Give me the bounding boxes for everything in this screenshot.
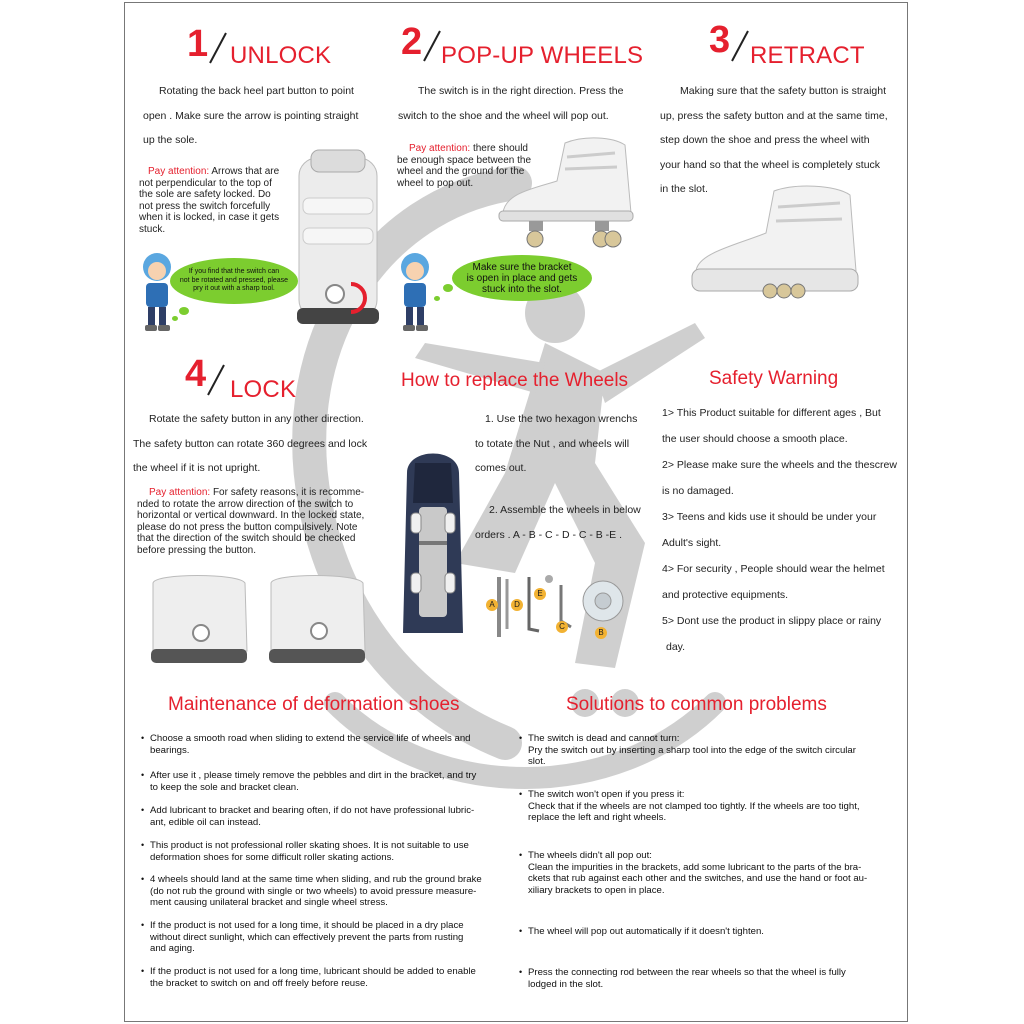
- step-2-number: 2: [401, 21, 423, 63]
- safety-line: 4> For security , People should wear the helmet: [662, 563, 885, 575]
- replace-step-1: [475, 407, 637, 481]
- step-2-slash: [423, 31, 441, 62]
- list-line: deformation shoes for some difficult roller skating actions.: [150, 851, 395, 863]
- list-line: xiliary brackets to open in place.: [528, 884, 665, 896]
- list-line: This product is not professional roller skating shoes. It is not suitable to use: [150, 840, 469, 851]
- attention-line: not perpendicular to the top of: [139, 177, 272, 189]
- shoe-heels-lock-image: [149, 573, 377, 665]
- attention-line: the sole are safety locked. Do: [139, 189, 271, 200]
- step-3-number: 3: [709, 19, 731, 61]
- part-label-c: C: [556, 621, 568, 633]
- attention-line: stuck.: [139, 223, 166, 235]
- list-item: [141, 805, 474, 828]
- step-1-line: up the sole.: [143, 134, 198, 146]
- step-1-line: Rotating the back heel part button to point: [159, 85, 354, 97]
- safety-list: [662, 401, 897, 660]
- part-label-e: E: [534, 588, 546, 600]
- tip-line: pry it out with a sharp tool.: [193, 285, 275, 293]
- step-4-title: LOCK: [230, 376, 297, 403]
- tip-bubble-step-1: [170, 258, 298, 304]
- safety-line: 2> Please make sure the wheels and the thescrew: [662, 459, 897, 471]
- bullet-icon: •: [141, 770, 145, 780]
- tip-line: stuck into the slot.: [481, 283, 563, 295]
- tip-line: Make sure the bracket: [472, 261, 572, 273]
- attention-line: before pressing the button.: [137, 544, 256, 556]
- maintenance-list: [141, 733, 521, 1003]
- list-item: [141, 733, 471, 756]
- list-line: to keep the sole and bracket clean.: [150, 781, 299, 793]
- step-4-line: Rotate the safety button in any other direction.: [149, 413, 364, 425]
- shoe-wheels-out-image: [495, 133, 637, 253]
- attention-line: there should: [472, 143, 528, 154]
- tip-bubble-step-2: [452, 255, 592, 301]
- bullet-icon: •: [141, 840, 145, 850]
- list-line: Choose a smooth road when sliding to extend the service life of wheels and: [150, 733, 471, 744]
- list-item: [519, 850, 867, 896]
- step-4-number: 4: [185, 353, 207, 395]
- solutions-title: Solutions to common problems: [566, 694, 827, 715]
- attention-line: For safety reasons, it is recomme-: [212, 487, 365, 498]
- step-2-line: The switch is in the right direction. Press the: [418, 85, 624, 97]
- step-1-title: UNLOCK: [230, 42, 332, 69]
- list-item: [141, 840, 469, 863]
- attention-label: Pay attention:: [149, 487, 211, 498]
- list-line: slot.: [528, 756, 546, 767]
- attention-line: that the direction of the switch should be checked: [137, 533, 356, 544]
- bullet-icon: •: [141, 920, 145, 930]
- safety-line: Adult's sight.: [662, 537, 722, 549]
- bullet-icon: •: [519, 926, 523, 936]
- list-line: The wheel will pop out automatically if it doesn't tighten.: [528, 926, 764, 937]
- list-line: The wheels didn't all pop out:: [528, 850, 652, 861]
- step-3-title: RETRACT: [750, 42, 865, 69]
- list-line: The switch won't open if you press it:: [528, 789, 685, 800]
- attention-label: Pay attention:: [409, 143, 471, 154]
- sole-bracket-image: [397, 443, 469, 639]
- replace-line: comes out.: [475, 462, 527, 474]
- safety-line: day.: [666, 641, 686, 653]
- safety-line: and protective equipments.: [662, 589, 789, 601]
- solutions-list: [519, 733, 904, 1003]
- bullet-icon: •: [519, 967, 523, 977]
- step-2-line: switch to the shoe and the wheel will pop out.: [398, 109, 609, 122]
- list-line: the bracket to switch on and off freely before reuse.: [150, 977, 368, 989]
- replace-line: 1. Use the two hexagon wrenchs: [485, 413, 638, 425]
- list-line: without direct sunlight, which can effectively prevent the parts from rusting: [150, 931, 464, 943]
- list-line: Add lubricant to bracket and bearing often, if do not have professional lubric-: [150, 805, 475, 816]
- attention-line: be enough space between the: [397, 154, 531, 166]
- safety-line: 5> Dont use the product in slippy place or rainy: [662, 615, 882, 627]
- kid-helmet-icon: [395, 251, 435, 333]
- step-1-slash: [209, 33, 227, 64]
- list-item: [141, 770, 476, 793]
- tip-line: not be rotated and pressed, please: [179, 276, 289, 284]
- list-line: replace the left and right wheels.: [528, 812, 667, 823]
- part-label-b: B: [595, 627, 607, 639]
- step-1-number: 1: [187, 23, 209, 65]
- shoe-retracted-image: [690, 181, 862, 305]
- part-label-a: A: [486, 599, 498, 611]
- attention-line: not press the switch forcefully: [139, 200, 271, 212]
- replace-line: orders . A - B - C - D - C - B -E .: [475, 528, 623, 541]
- bubble-dot: [172, 316, 178, 321]
- bubble-dot: [434, 296, 440, 301]
- wheel-parts-image: [481, 571, 631, 643]
- step-3-line: up, press the safety button and at the same time,: [660, 109, 888, 122]
- safety-line: 3> Teens and kids use it should be under your: [662, 511, 877, 523]
- bullet-icon: •: [519, 733, 523, 743]
- tip-line: If you find that the switch can: [188, 268, 280, 276]
- step-1-line: open . Make sure the arrow is pointing straight: [143, 109, 359, 122]
- step-4-line: The safety button can rotate 360 degrees and lock: [133, 437, 368, 450]
- list-line: Clean the impurities in the brackets, add some lubricant to the parts of the bra-: [528, 861, 862, 873]
- bubble-dot: [443, 284, 453, 292]
- list-item: [519, 926, 764, 938]
- step-4-line: the wheel if it is not upright.: [133, 462, 261, 474]
- step-4-attention: [137, 487, 364, 556]
- bubble-dot: [179, 307, 189, 315]
- list-line: Check that if the wheels are not clamped too tightly. If the wheels are too tight,: [528, 800, 860, 812]
- list-line: The switch is dead and cannot turn:: [528, 733, 680, 744]
- list-line: ant, edible oil can instead.: [150, 816, 261, 828]
- list-line: lodged in the slot.: [528, 978, 604, 990]
- safety-line: 1> This Product suitable for different ages , But: [662, 407, 881, 419]
- instruction-sheet: [124, 2, 908, 1022]
- list-line: ckets that rub against each other and the switches, and use the hand or foot au-: [528, 873, 868, 884]
- attention-line: when it is locked, in case it gets: [139, 212, 280, 223]
- replace-line: to totate the Nut , and wheels will: [475, 437, 630, 450]
- list-line: and aging.: [150, 943, 195, 954]
- safety-line: is no damaged.: [662, 485, 734, 497]
- bullet-icon: •: [141, 966, 145, 976]
- step-3-slash: [731, 31, 749, 62]
- list-item: [519, 789, 860, 824]
- list-item: [141, 874, 482, 909]
- step-2-text: [398, 79, 623, 128]
- bullet-icon: •: [141, 874, 145, 884]
- attention-line: please do not press the button compulsively. Note: [137, 521, 358, 533]
- list-line: ment causing unilateral bracket and single wheel stress.: [150, 897, 388, 908]
- list-line: If the product is not used for a long time, it should be placed in a dry place: [150, 920, 464, 931]
- list-item: [141, 920, 464, 955]
- replace-line: 2. Assemble the wheels in below: [489, 504, 641, 516]
- step-3-line: step down the shoe and press the wheel with: [660, 134, 870, 146]
- list-line: If the product is not used for a long time, lubricant should be added to enable: [150, 966, 476, 977]
- step-4-text: [133, 407, 367, 481]
- step-3-line: Making sure that the safety button is straight: [680, 85, 887, 97]
- list-item: [519, 733, 856, 768]
- bullet-icon: •: [141, 805, 145, 815]
- step-1-attention: [139, 166, 279, 235]
- maintenance-title: Maintenance of deformation shoes: [168, 694, 460, 715]
- safety-line: the user should choose a smooth place.: [662, 433, 848, 445]
- list-item: [519, 967, 846, 990]
- attention-line: wheel and the ground for the: [397, 166, 525, 177]
- attention-line: wheel to pop out.: [397, 177, 474, 189]
- list-line: Pry the switch out by inserting a sharp tool into the edge of the switch circular: [528, 744, 856, 756]
- attention-line: horizontal or vertical downward. In the locked state,: [137, 510, 365, 521]
- list-line: Press the connecting rod between the rear wheels so that the wheel is fully: [528, 967, 846, 978]
- step-1-text: [143, 79, 358, 153]
- shoe-heel-image: [293, 148, 383, 326]
- safety-title: Safety Warning: [709, 368, 839, 389]
- list-line: bearings.: [150, 744, 190, 756]
- replace-step-2: [475, 498, 641, 547]
- list-line: (do not rub the ground with single or two wheels) to avoid pressure measure-: [150, 885, 477, 897]
- list-line: 4 wheels should land at the same time when sliding, and rub the ground brake: [150, 874, 482, 885]
- kid-helmet-icon: [137, 251, 177, 333]
- attention-line: Arrows that are: [211, 166, 280, 177]
- part-label-d: D: [511, 599, 523, 611]
- step-3-line: in the slot.: [660, 183, 708, 195]
- step-3-line: your hand so that the wheel is completely stuck: [660, 158, 881, 171]
- bullet-icon: •: [141, 733, 145, 743]
- tip-line: is open in place and gets: [466, 272, 578, 284]
- replace-title: How to replace the Wheels: [401, 370, 629, 391]
- attention-label: Pay attention:: [148, 166, 210, 177]
- list-item: [141, 966, 476, 989]
- step-4-slash: [207, 365, 225, 396]
- attention-line: nded to rotate the arrow direction of the switch to: [137, 498, 354, 510]
- bullet-icon: •: [519, 789, 523, 799]
- bullet-icon: •: [519, 850, 523, 860]
- list-line: After use it , please timely remove the pebbles and dirt in the bracket, and try: [150, 770, 477, 781]
- step-2-title: POP-UP WHEELS: [441, 42, 644, 69]
